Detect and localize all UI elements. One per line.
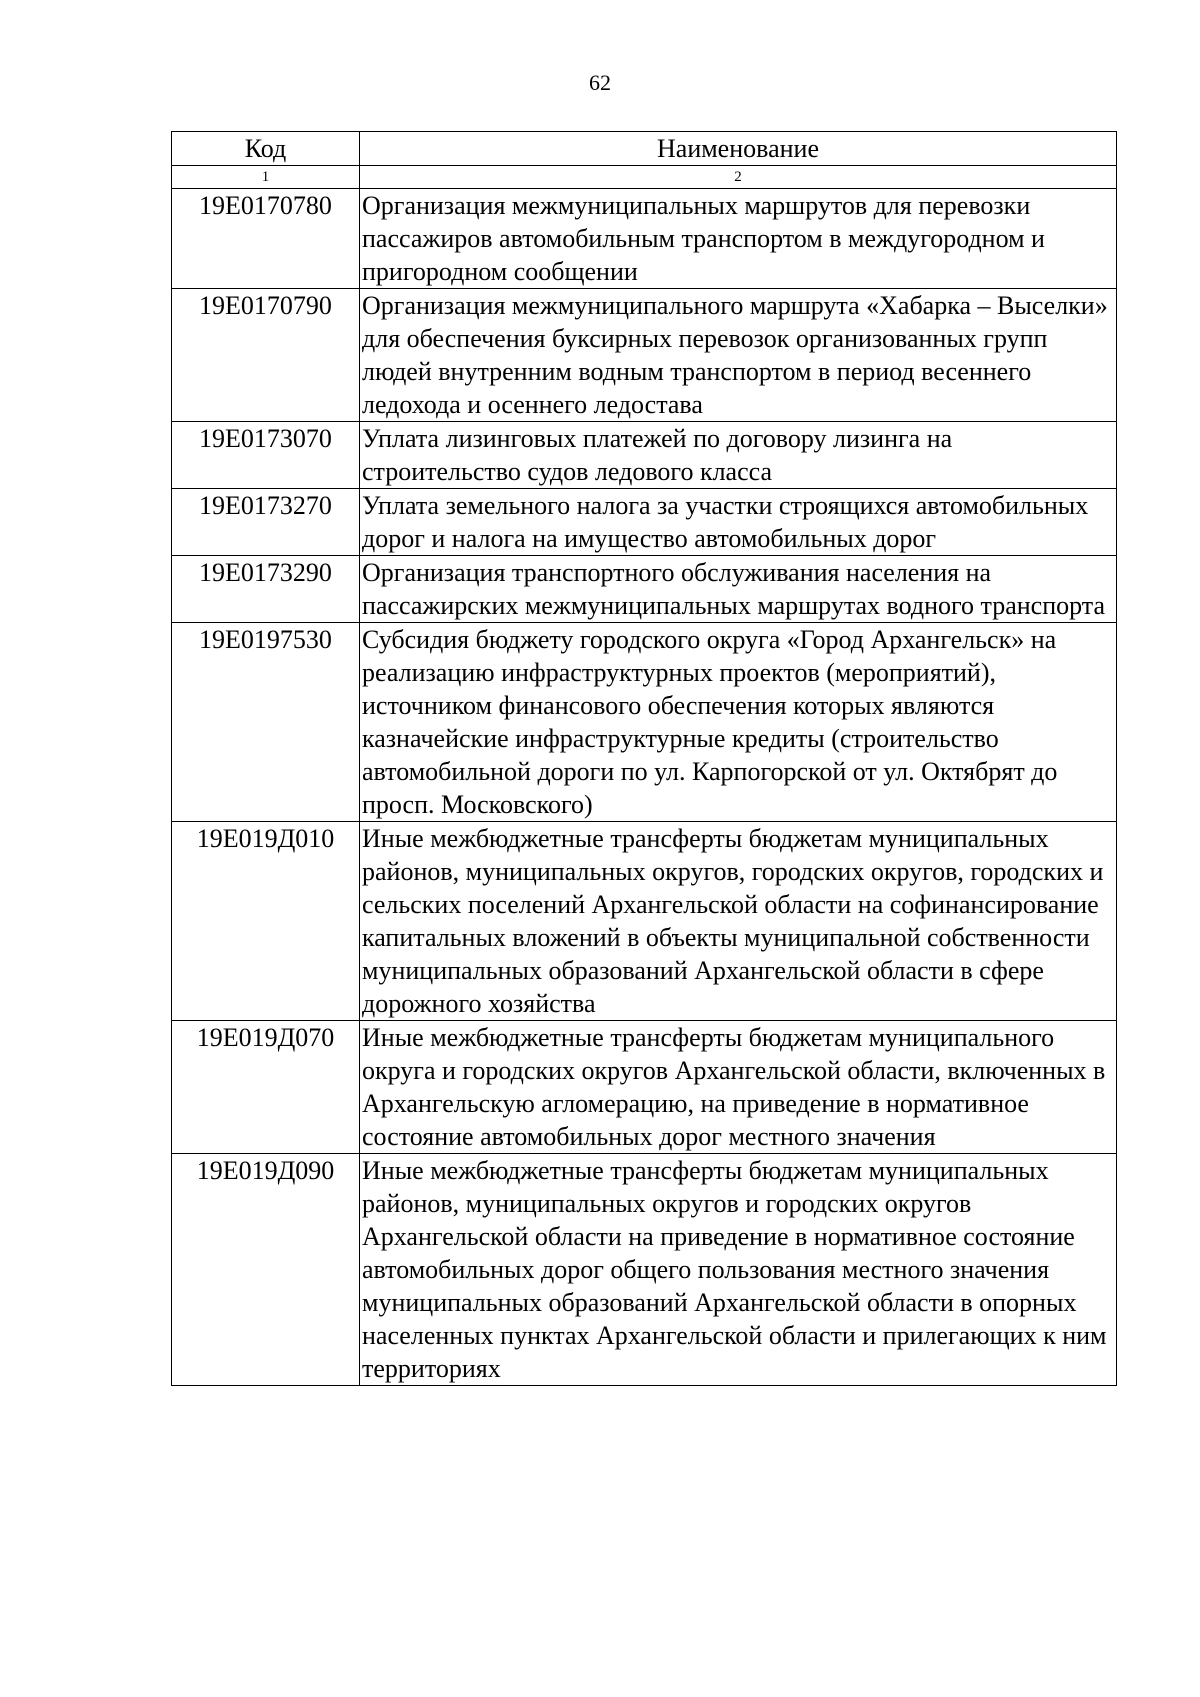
row-code: 19Е0173270: [172, 489, 360, 556]
table-row: [172, 1021, 1117, 1154]
row-name: Иные межбюджетные трансферты бюджетам муниципального округа и городских округов Архангельской области, включенных в Архангельскую агломерацию, на приведение в нормативное состояние автомобильных дорог местного значения: [360, 1021, 1117, 1154]
column-number-row: [172, 166, 1117, 189]
row-code: 19Е0170790: [172, 289, 360, 422]
row-name: Иные межбюджетные трансферты бюджетам муниципальных районов, муниципальных округов, городских округов, городских и сельских поселений Архангельской области на софинансирование капитальных вложений в объекты муниципальной собственности муниципальных образований Архангельской области в сфере дорожного хозяйства: [360, 822, 1117, 1021]
column-number-name: 2: [360, 166, 1117, 189]
table-row: [172, 822, 1117, 1021]
row-code: 19Е019Д070: [172, 1021, 360, 1154]
page-number: 62: [589, 70, 611, 95]
table-row: [172, 289, 1117, 422]
table-row: [172, 489, 1117, 556]
table-row: [172, 556, 1117, 623]
table-header-row: [172, 132, 1117, 166]
header-code: Код: [172, 132, 360, 166]
table-row: [172, 422, 1117, 489]
row-name: Иные межбюджетные трансферты бюджетам муниципальных районов, муниципальных округов и городских округов Архангельской области на приведение в нормативное состояние автомобильных дорог общего пользования местного значения муниципальных образований Архангельской области в опорных населенных пунктах Архангельской области и прилегающих к ним территориях: [360, 1154, 1117, 1386]
column-number-code: 1: [172, 166, 360, 189]
row-code: 19Е0173070: [172, 422, 360, 489]
row-code: 19Е0170780: [172, 189, 360, 289]
table-row: [172, 189, 1117, 289]
codes-table: [171, 131, 1117, 1386]
row-name: Организация транспортного обслуживания населения на пассажирских межмуниципальных маршрутах водного транспорта: [360, 556, 1117, 623]
table-row: [172, 623, 1117, 822]
row-name: Уплата лизинговых платежей по договору лизинга на строительство судов ледового класса: [360, 422, 1117, 489]
header-name: Наименование: [360, 132, 1117, 166]
row-code: 19Е0197530: [172, 623, 360, 822]
row-code: 19Е019Д090: [172, 1154, 360, 1386]
row-name: Организация межмуниципальных маршрутов для перевозки пассажиров автомобильным транспортом в междугородном и пригородном сообщении: [360, 189, 1117, 289]
row-code: 19Е0173290: [172, 556, 360, 623]
row-name: Субсидия бюджету городского округа «Город Архангельск» на реализацию инфраструктурных проектов (мероприятий), источником финансового обеспечения которых являются казначейские инфраструктурные кредиты (строительство автомобильной дороги по ул. Карпогорской от ул. Октябрят до просп. Московского): [360, 623, 1117, 822]
row-name: Уплата земельного налога за участки строящихся автомобильных дорог и налога на имущество автомобильных дорог: [360, 489, 1117, 556]
row-code: 19Е019Д010: [172, 822, 360, 1021]
row-name: Организация межмуниципального маршрута «Хабарка – Выселки» для обеспечения буксирных перевозок организованных групп людей внутренним водным транспортом в период весеннего ледохода и осеннего ледостава: [360, 289, 1117, 422]
table-row: [172, 1154, 1117, 1386]
